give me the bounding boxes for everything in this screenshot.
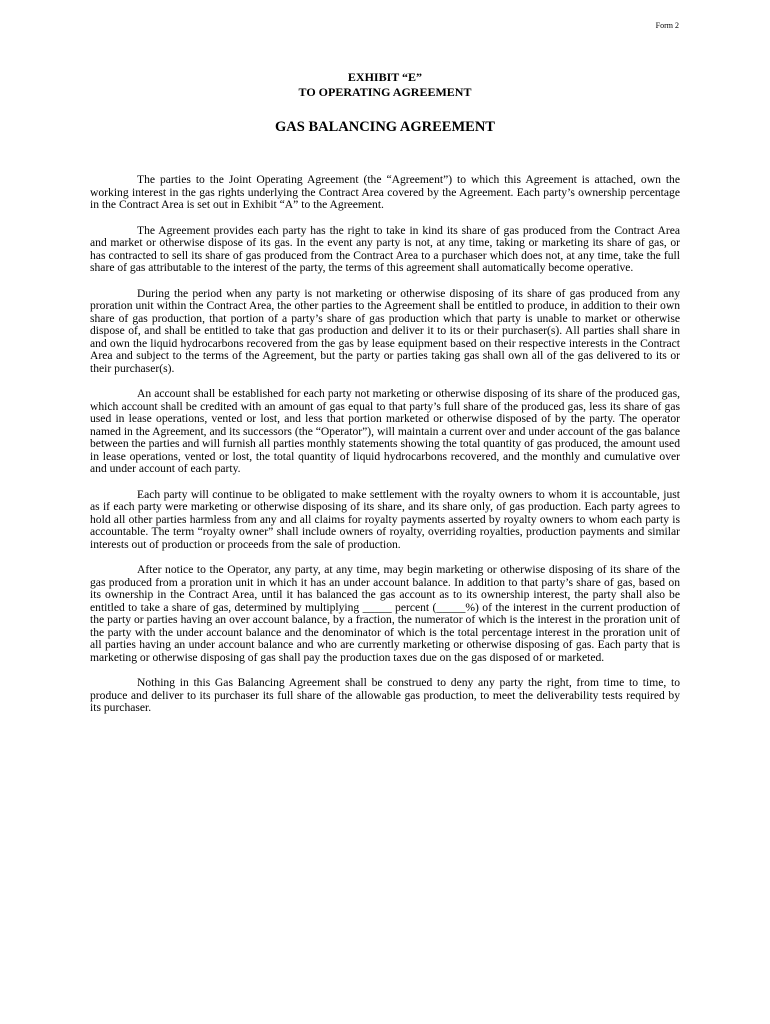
document-title: GAS BALANCING AGREEMENT <box>275 119 495 135</box>
document-heading <box>90 70 680 136</box>
exhibit-subtitle: TO OPERATING AGREEMENT <box>298 85 472 99</box>
paragraph-right-to-take: The Agreement provides each party has the right to take in kind its share of gas produced from the Contract Area and market or otherwise dispose of its gas. In the event any party is not, at any time, taking or marketing its share of gas, or has contracted to sell its share of gas produced from the Contract Area to a purchaser which does not, at any time, take the full share of gas attributable to the interest of the party, the terms of this agreement shall automatically become operative. <box>90 223 680 274</box>
paragraph-gas-account: An account shall be established for each party not marketing or otherwise disposing of its share of the produced gas, which account shall be credited with an amount of gas equal to that party’s full share of the produced gas, less its share of gas used in lease operations, vented or lost, and less that portion marketed or otherwise disposed of by the party. The operator named in the Agreement, and its successors (the “Operator”), will maintain a current over and under account of the gas balance between the parties and will furnish all parties monthly statements showing the total quantity of gas produced, the amount used in lease operations, vented or lost, the total quantity of liquid hydrocarbons recovered, and the monthly and cumulative over and under account of each party. <box>90 387 680 475</box>
exhibit-designation: EXHIBIT “E” <box>347 70 423 84</box>
paragraph-deliverability: Nothing in this Gas Balancing Agreement shall be construed to deny any party the right, from time to time, to produce and deliver to its purchaser its full share of the allowable gas production, to meet the deliverability tests required by its purchaser. <box>90 676 680 714</box>
agreement-body <box>90 174 680 728</box>
paragraph-royalty-settlement: Each party will continue to be obligated to make settlement with the royalty owners to whom it is accountable, just as if each party were marketing or otherwise disposing of its share, and its share only, of gas production. Each party agrees to hold all other parties harmless from any and all claims for royalty payments asserted by royalty owners to whom each party is accountable. The term “royalty owner” shall include owners of royalty, overriding royalties, production payments and similar interests out of production or proceeds from the sale of production. <box>90 487 680 551</box>
paragraph-balancing: After notice to the Operator, any party, at any time, may begin marketing or otherwise disposing of its share of the gas produced from a proration unit in which it has an under account balance. In addition to that party’s share of gas, based on its ownership in the Contract Area, until it has balanced the gas account as to its ownership interest, the party shall also be entitled to take a share of gas, determined by multiplying _____ percent (_____%) of the interest in the current production of the party or parties having an over account balance, by a fraction, the numerator of which is the interest in the proration unit of the party with the under account balance and the denominator of which is the total percentage interest in the proration unit of all parties having an under account balance and who are currently marketing or otherwise disposing of gas. Each party that is marketing or otherwise disposing of gas shall pay the production taxes due on the gas disposed of or marketed. <box>90 563 680 664</box>
paragraph-non-marketing-period: During the period when any party is not marketing or otherwise disposing of its share of gas produced from any proration unit within the Contract Area, the other parties to the Agreement shall be entitled to produce, in addition to their own share of gas production, that portion of a party’s share of gas production which that party is unable to market or otherwise dispose of, and shall be entitled to take that gas production and deliver it to its or their purchaser(s). All parties shall share in and own the liquid hydrocarbons recovered from the gas by lease equipment based on their respective interests in the Contract Area and subject to the terms of the Agreement, but the party or parties taking gas shall own all of the gas delivered to its or their purchaser(s). <box>90 286 680 375</box>
paragraph-parties: The parties to the Joint Operating Agreement (the “Agreement”) to which this Agreement is attached, own the working interest in the gas rights underlying the Contract Area covered by the Agreement. Each party’s ownership percentage in the Contract Area is set out in Exhibit “A” to the Agreement. <box>90 173 680 211</box>
form-number-label: Form 2 <box>655 21 679 30</box>
